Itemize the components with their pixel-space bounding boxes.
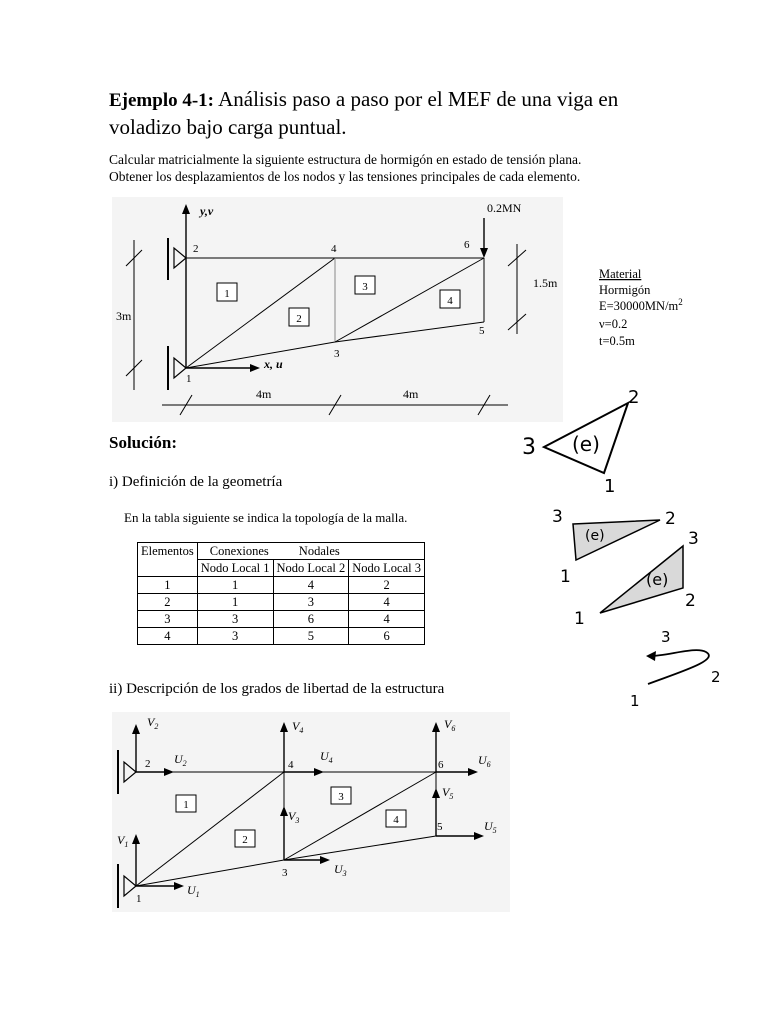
section-geometry-heading: i) Definición de la geometría	[109, 474, 283, 490]
table-cell: 1	[197, 594, 273, 611]
sketch-curve-node-1: 1	[630, 692, 640, 710]
table-cell: 4	[349, 611, 425, 628]
dof-node-6-label: 6	[438, 759, 444, 771]
element-3-label: 3	[362, 281, 368, 293]
intro-line-1: Calcular matricialmente la siguiente estructura de hormigón en estado de tensión plana.	[109, 152, 582, 167]
sketch-2-node-3: 3	[552, 507, 563, 527]
load-label: 0.2MN	[487, 201, 522, 215]
table-cell: 2	[349, 577, 425, 594]
header-local-1: Nodo Local 1	[197, 560, 273, 577]
dof-node-3-label: 3	[282, 867, 288, 879]
dof-v1-label: $V_1$	[117, 833, 129, 849]
dof-element-1-label: 1	[183, 799, 189, 811]
sketch-1-node-3: 3	[522, 435, 536, 460]
dof-u6-label: $U_6$	[478, 753, 491, 769]
node-1-label: 1	[186, 373, 192, 385]
dof-element-2-label: 2	[242, 834, 248, 846]
sketch-curve-arrow-icon	[646, 651, 656, 661]
dof-node-4-label: 4	[288, 759, 294, 771]
node-5-label: 5	[479, 325, 485, 337]
y-axis-label: y,v	[200, 204, 214, 218]
dof-node-1-label: 1	[136, 893, 142, 905]
header-nodales: Nodales	[298, 544, 340, 558]
structure-figure	[0, 0, 768, 430]
dof-element-4-label: 4	[393, 814, 399, 826]
table-cell: 1	[197, 577, 273, 594]
dof-figure-background	[112, 712, 510, 912]
sketch-3-node-2: 2	[685, 591, 696, 611]
figure-background	[112, 197, 563, 422]
sketch-1-element-label: (e)	[572, 432, 600, 456]
material-nu: ν=0.2	[599, 317, 628, 331]
x-axis-label: x, u	[264, 357, 283, 371]
node-2-label: 2	[193, 243, 199, 255]
element-2-label: 2	[296, 313, 302, 325]
sketch-triangle-1	[522, 387, 639, 497]
dof-u4-label: $U_4$	[320, 749, 333, 765]
table-row	[138, 628, 425, 645]
element-1-label: 1	[224, 288, 230, 300]
topology-table	[137, 542, 425, 645]
dof-u1-label: $U_1$	[187, 883, 200, 899]
dof-v4-label: $V_4$	[292, 719, 304, 735]
handwritten-sketches	[500, 380, 760, 710]
header-local-2: Nodo Local 2	[273, 560, 349, 577]
table-cell: 3	[138, 611, 198, 628]
section-dof-heading: ii) Descripción de los grados de libertad de la estructura	[109, 681, 445, 697]
dof-figure	[0, 700, 768, 924]
material-title: Material	[599, 267, 642, 281]
dof-v5-label: $V_5$	[442, 785, 454, 801]
sketch-2-element-label: (e)	[585, 528, 605, 544]
dof-v6-label: $V_6$	[444, 717, 456, 733]
title-line-2: voladizo bajo carga puntual.	[109, 115, 347, 139]
node-6-label: 6	[464, 239, 470, 251]
sketch-curve-node-3: 3	[661, 628, 671, 646]
header-connections	[197, 543, 424, 560]
table-cell: 6	[273, 611, 349, 628]
header-elements: Elementos	[138, 543, 198, 577]
table-cell: 1	[138, 577, 198, 594]
material-name: Hormigón	[599, 283, 651, 297]
table-cell: 6	[349, 628, 425, 645]
table-row	[138, 594, 425, 611]
table-cell: 5	[273, 628, 349, 645]
dof-u5-label: $U_5$	[484, 819, 497, 835]
table-cell: 3	[197, 611, 273, 628]
sketch-2-node-2: 2	[665, 509, 676, 529]
table-cell: 3	[197, 628, 273, 645]
dof-v3-label: $V_3$	[288, 809, 300, 825]
table-row	[138, 577, 425, 594]
dimension-height-label: 3m	[116, 309, 132, 323]
node-3-label: 3	[334, 348, 340, 360]
material-E: $E=30000MN/m^2$	[599, 297, 683, 313]
sketch-curve-node-2: 2	[711, 668, 721, 686]
table-row	[138, 611, 425, 628]
dof-node-2-label: 2	[145, 758, 151, 770]
sketch-2-node-1: 1	[560, 567, 571, 587]
sketch-3-node-1: 1	[574, 609, 585, 629]
table-intro: En la tabla siguiente se indica la topología de la malla.	[124, 510, 408, 525]
table-cell: 4	[349, 594, 425, 611]
table-cell: 3	[273, 594, 349, 611]
sketch-1-node-2: 2	[628, 387, 640, 408]
dimension-right-span-label: 4m	[403, 387, 419, 401]
sketch-3-node-3: 3	[688, 529, 699, 549]
intro-line-2: Obtener los desplazamientos de los nodos y las tensiones principales de cada elemento.	[109, 169, 581, 184]
header-conexiones: Conexiones	[209, 544, 269, 558]
table-cell: 4	[138, 628, 198, 645]
sketch-3-element-label: (e)	[646, 570, 669, 589]
dof-v2-label: $V_2$	[147, 715, 159, 731]
dof-node-5-label: 5	[437, 821, 443, 833]
sketch-1-node-1: 1	[604, 476, 616, 497]
node-4-label: 4	[331, 243, 337, 255]
dimension-left-span-label: 4m	[256, 387, 272, 401]
title-line-1: Análisis paso a paso por el MEF de una viga en	[214, 87, 619, 111]
table-cell: 2	[138, 594, 198, 611]
dof-element-3-label: 3	[338, 791, 344, 803]
dof-u3-label: $U_3$	[334, 862, 347, 878]
example-label: Ejemplo 4-1:	[109, 90, 215, 111]
material-thickness: t=0.5m	[599, 334, 635, 348]
sketch-curve	[630, 628, 721, 710]
dof-u2-label: $U_2$	[174, 752, 187, 768]
dimension-right-label: 1.5m	[533, 276, 558, 290]
table-cell: 4	[273, 577, 349, 594]
header-local-3: Nodo Local 3	[349, 560, 425, 577]
table-header-row	[138, 543, 425, 560]
element-4-label: 4	[447, 295, 453, 307]
solution-heading: Solución:	[109, 433, 178, 452]
